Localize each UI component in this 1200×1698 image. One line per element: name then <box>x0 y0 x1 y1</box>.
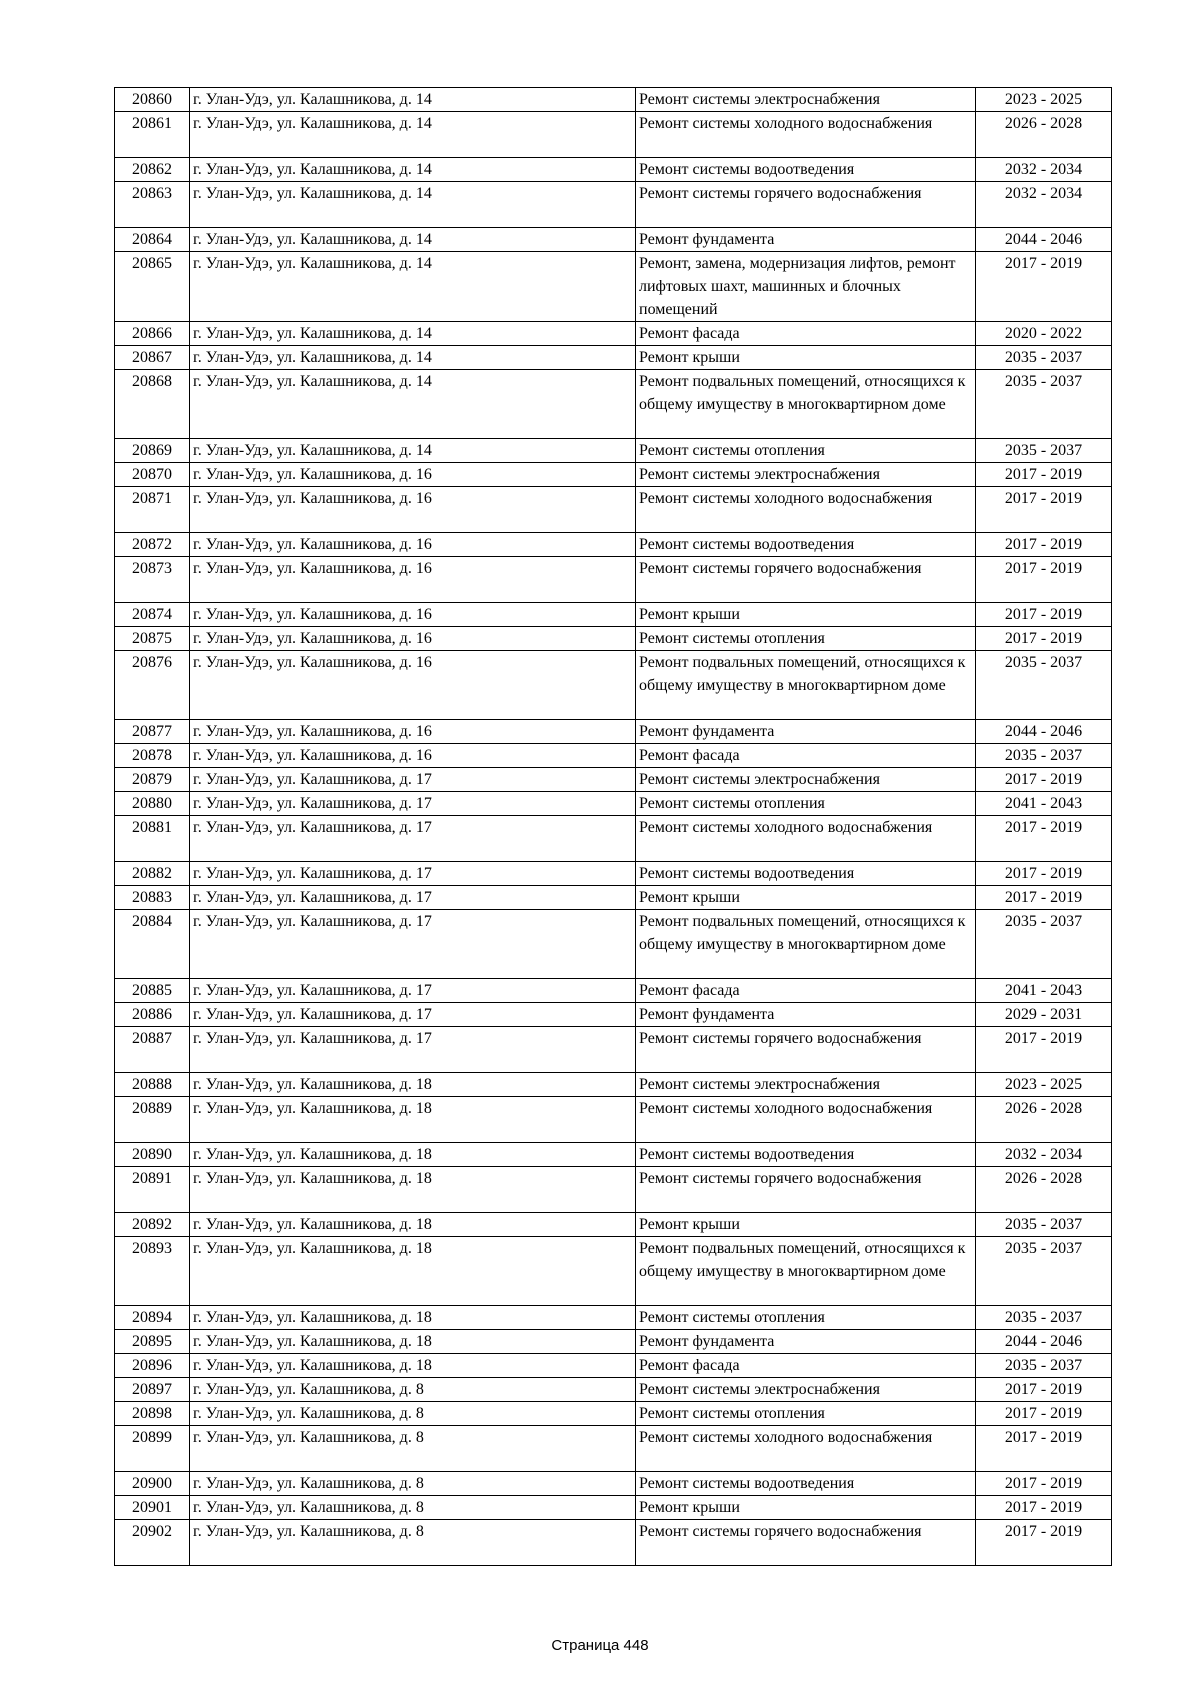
row-work-type: Ремонт фундамента <box>636 1003 976 1027</box>
row-work-type: Ремонт системы отопления <box>636 1306 976 1330</box>
table-row <box>115 1496 1112 1520</box>
row-address: г. Улан-Удэ, ул. Калашникова, д. 14 <box>190 182 636 228</box>
table-row <box>115 322 1112 346</box>
row-address: г. Улан-Удэ, ул. Калашникова, д. 18 <box>190 1097 636 1143</box>
row-years: 2017 - 2019 <box>976 463 1112 487</box>
row-years: 2029 - 2031 <box>976 1003 1112 1027</box>
row-work-type: Ремонт фундамента <box>636 1330 976 1354</box>
row-work-type: Ремонт фасада <box>636 1354 976 1378</box>
row-address: г. Улан-Удэ, ул. Калашникова, д. 14 <box>190 439 636 463</box>
table-row <box>115 1167 1112 1213</box>
row-work-type: Ремонт системы горячего водоснабжения <box>636 1027 976 1073</box>
table-row <box>115 910 1112 979</box>
row-years: 2017 - 2019 <box>976 557 1112 603</box>
row-address: г. Улан-Удэ, ул. Калашникова, д. 14 <box>190 112 636 158</box>
row-work-type: Ремонт системы электроснабжения <box>636 1378 976 1402</box>
table-row <box>115 1378 1112 1402</box>
row-years: 2032 - 2034 <box>976 1143 1112 1167</box>
row-work-type: Ремонт крыши <box>636 1496 976 1520</box>
row-work-type: Ремонт системы водоотведения <box>636 862 976 886</box>
table-row <box>115 862 1112 886</box>
table-row <box>115 1213 1112 1237</box>
row-number: 20889 <box>115 1097 190 1143</box>
row-address: г. Улан-Удэ, ул. Калашникова, д. 16 <box>190 651 636 720</box>
row-work-type: Ремонт системы холодного водоснабжения <box>636 1426 976 1472</box>
row-work-type: Ремонт фасада <box>636 979 976 1003</box>
row-number: 20864 <box>115 228 190 252</box>
row-years: 2032 - 2034 <box>976 182 1112 228</box>
row-number: 20879 <box>115 768 190 792</box>
row-work-type: Ремонт системы отопления <box>636 792 976 816</box>
row-number: 20897 <box>115 1378 190 1402</box>
table-row <box>115 533 1112 557</box>
row-work-type: Ремонт подвальных помещений, относящихся к общему имуществу в многоквартирном доме <box>636 651 976 720</box>
row-years: 2023 - 2025 <box>976 88 1112 112</box>
row-years: 2041 - 2043 <box>976 792 1112 816</box>
row-work-type: Ремонт фундамента <box>636 228 976 252</box>
row-years: 2035 - 2037 <box>976 910 1112 979</box>
table-row <box>115 487 1112 533</box>
table-row <box>115 1330 1112 1354</box>
row-work-type: Ремонт фасада <box>636 744 976 768</box>
row-years: 2017 - 2019 <box>976 1496 1112 1520</box>
row-address: г. Улан-Удэ, ул. Калашникова, д. 8 <box>190 1402 636 1426</box>
row-number: 20884 <box>115 910 190 979</box>
row-years: 2035 - 2037 <box>976 439 1112 463</box>
table-row <box>115 370 1112 439</box>
row-years: 2026 - 2028 <box>976 112 1112 158</box>
row-number: 20886 <box>115 1003 190 1027</box>
row-number: 20901 <box>115 1496 190 1520</box>
row-number: 20894 <box>115 1306 190 1330</box>
row-years: 2017 - 2019 <box>976 1027 1112 1073</box>
row-number: 20867 <box>115 346 190 370</box>
row-number: 20876 <box>115 651 190 720</box>
table-row <box>115 158 1112 182</box>
row-number: 20885 <box>115 979 190 1003</box>
row-number: 20875 <box>115 627 190 651</box>
row-years: 2044 - 2046 <box>976 228 1112 252</box>
row-number: 20892 <box>115 1213 190 1237</box>
row-address: г. Улан-Удэ, ул. Калашникова, д. 14 <box>190 88 636 112</box>
row-work-type: Ремонт подвальных помещений, относящихся к общему имуществу в многоквартирном доме <box>636 910 976 979</box>
row-years: 2017 - 2019 <box>976 1402 1112 1426</box>
table-row <box>115 557 1112 603</box>
row-number: 20883 <box>115 886 190 910</box>
table-row <box>115 1520 1112 1566</box>
row-years: 2017 - 2019 <box>976 768 1112 792</box>
row-work-type: Ремонт системы водоотведения <box>636 1143 976 1167</box>
row-address: г. Улан-Удэ, ул. Калашникова, д. 8 <box>190 1520 636 1566</box>
row-work-type: Ремонт системы водоотведения <box>636 1472 976 1496</box>
row-number: 20900 <box>115 1472 190 1496</box>
row-number: 20872 <box>115 533 190 557</box>
row-years: 2035 - 2037 <box>976 370 1112 439</box>
row-address: г. Улан-Удэ, ул. Калашникова, д. 14 <box>190 228 636 252</box>
row-address: г. Улан-Удэ, ул. Калашникова, д. 17 <box>190 910 636 979</box>
table-row <box>115 1354 1112 1378</box>
row-work-type: Ремонт системы горячего водоснабжения <box>636 1167 976 1213</box>
row-number: 20862 <box>115 158 190 182</box>
row-number: 20888 <box>115 1073 190 1097</box>
row-number: 20877 <box>115 720 190 744</box>
row-address: г. Улан-Удэ, ул. Калашникова, д. 17 <box>190 792 636 816</box>
row-years: 2035 - 2037 <box>976 1213 1112 1237</box>
row-address: г. Улан-Удэ, ул. Калашникова, д. 18 <box>190 1213 636 1237</box>
row-years: 2035 - 2037 <box>976 744 1112 768</box>
row-address: г. Улан-Удэ, ул. Калашникова, д. 16 <box>190 627 636 651</box>
row-number: 20898 <box>115 1402 190 1426</box>
row-number: 20881 <box>115 816 190 862</box>
row-work-type: Ремонт системы водоотведения <box>636 533 976 557</box>
row-work-type: Ремонт крыши <box>636 346 976 370</box>
row-years: 2026 - 2028 <box>976 1097 1112 1143</box>
row-years: 2017 - 2019 <box>976 816 1112 862</box>
table-row <box>115 768 1112 792</box>
row-number: 20887 <box>115 1027 190 1073</box>
row-work-type: Ремонт системы электроснабжения <box>636 88 976 112</box>
row-work-type: Ремонт системы горячего водоснабжения <box>636 1520 976 1566</box>
table-row <box>115 651 1112 720</box>
table-row <box>115 1073 1112 1097</box>
row-work-type: Ремонт системы холодного водоснабжения <box>636 816 976 862</box>
row-years: 2017 - 2019 <box>976 252 1112 322</box>
row-years: 2035 - 2037 <box>976 1354 1112 1378</box>
row-years: 2020 - 2022 <box>976 322 1112 346</box>
table-row <box>115 1003 1112 1027</box>
row-work-type: Ремонт фасада <box>636 322 976 346</box>
row-years: 2035 - 2037 <box>976 346 1112 370</box>
row-number: 20882 <box>115 862 190 886</box>
row-work-type: Ремонт системы электроснабжения <box>636 1073 976 1097</box>
row-number: 20873 <box>115 557 190 603</box>
row-address: г. Улан-Удэ, ул. Калашникова, д. 8 <box>190 1426 636 1472</box>
table-row <box>115 1306 1112 1330</box>
row-address: г. Улан-Удэ, ул. Калашникова, д. 17 <box>190 886 636 910</box>
row-number: 20899 <box>115 1426 190 1472</box>
row-address: г. Улан-Удэ, ул. Калашникова, д. 18 <box>190 1237 636 1306</box>
repair-schedule-table <box>114 87 1112 1566</box>
repair-schedule-body <box>115 88 1112 1566</box>
row-address: г. Улан-Удэ, ул. Калашникова, д. 18 <box>190 1354 636 1378</box>
row-number: 20891 <box>115 1167 190 1213</box>
row-address: г. Улан-Удэ, ул. Калашникова, д. 8 <box>190 1378 636 1402</box>
row-address: г. Улан-Удэ, ул. Калашникова, д. 17 <box>190 862 636 886</box>
row-number: 20880 <box>115 792 190 816</box>
row-address: г. Улан-Удэ, ул. Калашникова, д. 17 <box>190 816 636 862</box>
row-years: 2017 - 2019 <box>976 1426 1112 1472</box>
row-years: 2017 - 2019 <box>976 533 1112 557</box>
row-number: 20896 <box>115 1354 190 1378</box>
row-address: г. Улан-Удэ, ул. Калашникова, д. 16 <box>190 744 636 768</box>
row-work-type: Ремонт, замена, модернизация лифтов, ремонт лифтовых шахт, машинных и блочных помещений <box>636 252 976 322</box>
row-number: 20865 <box>115 252 190 322</box>
table-row <box>115 744 1112 768</box>
row-work-type: Ремонт системы холодного водоснабжения <box>636 1097 976 1143</box>
row-address: г. Улан-Удэ, ул. Калашникова, д. 16 <box>190 720 636 744</box>
row-number: 20861 <box>115 112 190 158</box>
row-number: 20868 <box>115 370 190 439</box>
row-years: 2044 - 2046 <box>976 720 1112 744</box>
table-row <box>115 252 1112 322</box>
row-number: 20902 <box>115 1520 190 1566</box>
row-work-type: Ремонт системы электроснабжения <box>636 463 976 487</box>
row-address: г. Улан-Удэ, ул. Калашникова, д. 17 <box>190 1003 636 1027</box>
table-row <box>115 627 1112 651</box>
row-work-type: Ремонт системы отопления <box>636 627 976 651</box>
row-years: 2035 - 2037 <box>976 651 1112 720</box>
table-row <box>115 1426 1112 1472</box>
table-row <box>115 439 1112 463</box>
row-work-type: Ремонт системы электроснабжения <box>636 768 976 792</box>
row-years: 2017 - 2019 <box>976 886 1112 910</box>
table-row <box>115 182 1112 228</box>
table-row <box>115 346 1112 370</box>
table-row <box>115 112 1112 158</box>
row-years: 2023 - 2025 <box>976 1073 1112 1097</box>
row-number: 20860 <box>115 88 190 112</box>
row-address: г. Улан-Удэ, ул. Калашникова, д. 8 <box>190 1472 636 1496</box>
row-number: 20871 <box>115 487 190 533</box>
table-row <box>115 228 1112 252</box>
table-row <box>115 603 1112 627</box>
row-years: 2035 - 2037 <box>976 1306 1112 1330</box>
row-number: 20874 <box>115 603 190 627</box>
row-years: 2035 - 2037 <box>976 1237 1112 1306</box>
row-years: 2032 - 2034 <box>976 158 1112 182</box>
row-address: г. Улан-Удэ, ул. Калашникова, д. 17 <box>190 979 636 1003</box>
row-address: г. Улан-Удэ, ул. Калашникова, д. 17 <box>190 1027 636 1073</box>
row-address: г. Улан-Удэ, ул. Калашникова, д. 16 <box>190 557 636 603</box>
row-address: г. Улан-Удэ, ул. Калашникова, д. 18 <box>190 1330 636 1354</box>
row-number: 20870 <box>115 463 190 487</box>
row-work-type: Ремонт системы холодного водоснабжения <box>636 487 976 533</box>
row-address: г. Улан-Удэ, ул. Калашникова, д. 8 <box>190 1496 636 1520</box>
row-address: г. Улан-Удэ, ул. Калашникова, д. 14 <box>190 252 636 322</box>
row-work-type: Ремонт системы отопления <box>636 1402 976 1426</box>
row-address: г. Улан-Удэ, ул. Калашникова, д. 18 <box>190 1167 636 1213</box>
row-address: г. Улан-Удэ, ул. Калашникова, д. 14 <box>190 158 636 182</box>
row-years: 2017 - 2019 <box>976 487 1112 533</box>
row-number: 20890 <box>115 1143 190 1167</box>
row-number: 20893 <box>115 1237 190 1306</box>
row-years: 2041 - 2043 <box>976 979 1112 1003</box>
row-work-type: Ремонт крыши <box>636 603 976 627</box>
row-work-type: Ремонт системы горячего водоснабжения <box>636 557 976 603</box>
row-address: г. Улан-Удэ, ул. Калашникова, д. 16 <box>190 463 636 487</box>
row-address: г. Улан-Удэ, ул. Калашникова, д. 14 <box>190 346 636 370</box>
row-address: г. Улан-Удэ, ул. Калашникова, д. 18 <box>190 1306 636 1330</box>
row-number: 20863 <box>115 182 190 228</box>
table-row <box>115 463 1112 487</box>
table-row <box>115 1237 1112 1306</box>
table-row <box>115 720 1112 744</box>
table-row <box>115 792 1112 816</box>
row-work-type: Ремонт фундамента <box>636 720 976 744</box>
table-row <box>115 1027 1112 1073</box>
row-address: г. Улан-Удэ, ул. Калашникова, д. 16 <box>190 603 636 627</box>
row-work-type: Ремонт подвальных помещений, относящихся к общему имуществу в многоквартирном доме <box>636 370 976 439</box>
row-work-type: Ремонт системы водоотведения <box>636 158 976 182</box>
row-address: г. Улан-Удэ, ул. Калашникова, д. 16 <box>190 487 636 533</box>
row-years: 2044 - 2046 <box>976 1330 1112 1354</box>
row-address: г. Улан-Удэ, ул. Калашникова, д. 18 <box>190 1143 636 1167</box>
table-row <box>115 816 1112 862</box>
table-row <box>115 886 1112 910</box>
row-work-type: Ремонт крыши <box>636 1213 976 1237</box>
row-work-type: Ремонт крыши <box>636 886 976 910</box>
page-number: Страница 448 <box>551 1637 649 1654</box>
table-row <box>115 1402 1112 1426</box>
row-years: 2017 - 2019 <box>976 603 1112 627</box>
row-number: 20869 <box>115 439 190 463</box>
row-years: 2026 - 2028 <box>976 1167 1112 1213</box>
row-work-type: Ремонт системы горячего водоснабжения <box>636 182 976 228</box>
row-number: 20878 <box>115 744 190 768</box>
row-address: г. Улан-Удэ, ул. Калашникова, д. 14 <box>190 370 636 439</box>
row-address: г. Улан-Удэ, ул. Калашникова, д. 17 <box>190 768 636 792</box>
row-work-type: Ремонт подвальных помещений, относящихся к общему имуществу в многоквартирном доме <box>636 1237 976 1306</box>
row-work-type: Ремонт системы холодного водоснабжения <box>636 112 976 158</box>
row-work-type: Ремонт системы отопления <box>636 439 976 463</box>
row-number: 20895 <box>115 1330 190 1354</box>
row-years: 2017 - 2019 <box>976 627 1112 651</box>
table-row <box>115 1472 1112 1496</box>
row-number: 20866 <box>115 322 190 346</box>
row-address: г. Улан-Удэ, ул. Калашникова, д. 18 <box>190 1073 636 1097</box>
table-row <box>115 979 1112 1003</box>
row-address: г. Улан-Удэ, ул. Калашникова, д. 14 <box>190 322 636 346</box>
row-years: 2017 - 2019 <box>976 1378 1112 1402</box>
row-years: 2017 - 2019 <box>976 1520 1112 1566</box>
row-years: 2017 - 2019 <box>976 862 1112 886</box>
row-years: 2017 - 2019 <box>976 1472 1112 1496</box>
table-row <box>115 88 1112 112</box>
table-row <box>115 1097 1112 1143</box>
row-address: г. Улан-Удэ, ул. Калашникова, д. 16 <box>190 533 636 557</box>
table-row <box>115 1143 1112 1167</box>
